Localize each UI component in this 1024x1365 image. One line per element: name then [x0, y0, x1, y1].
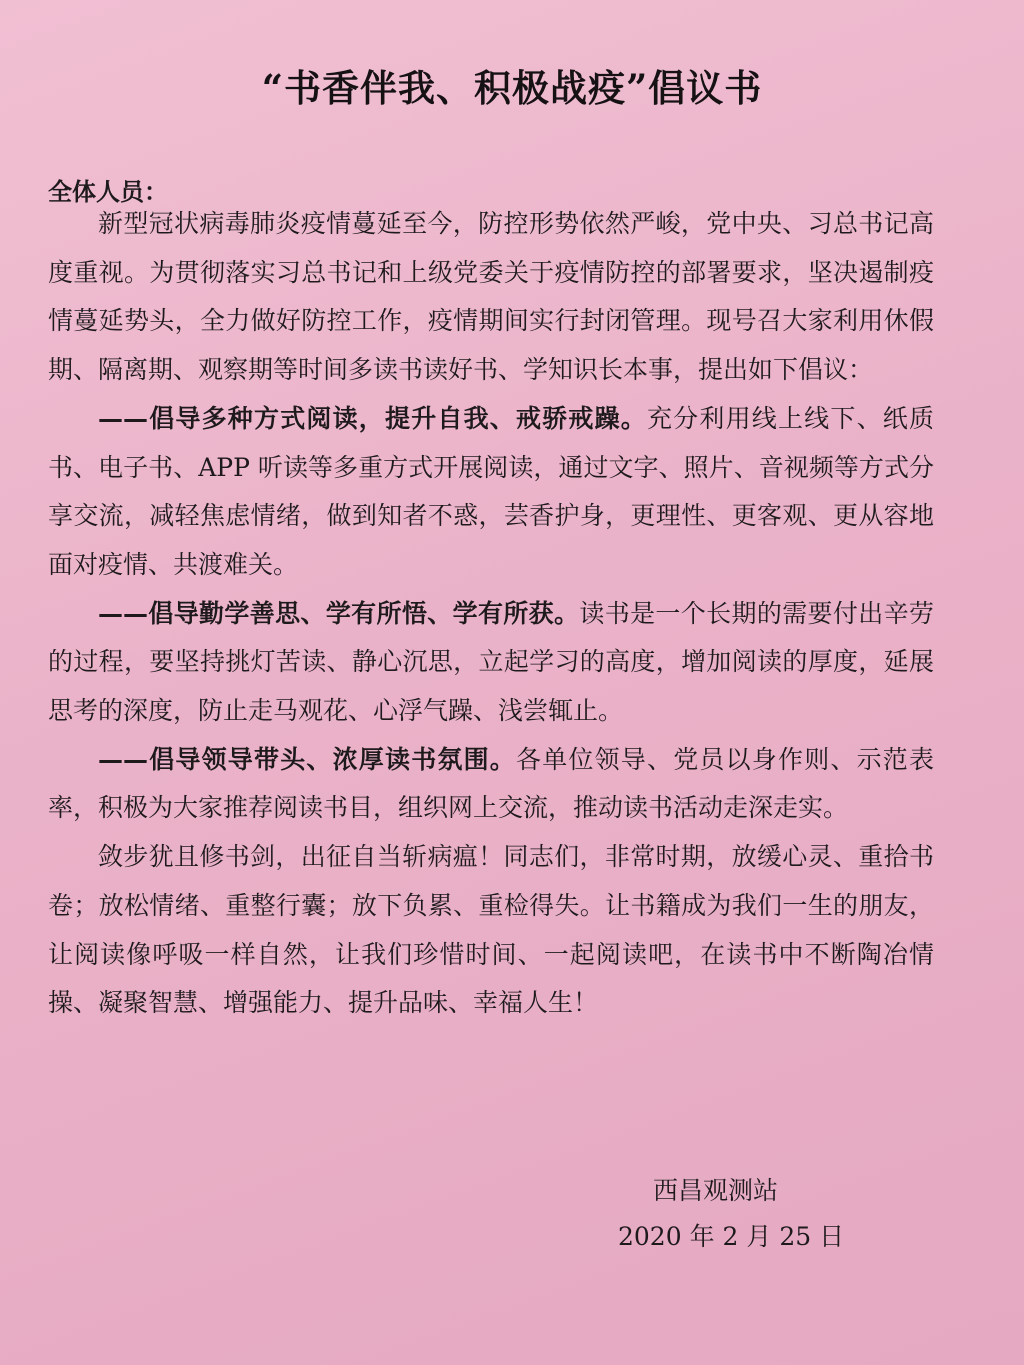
signature-organization: 西昌观测站 — [653, 1176, 779, 1205]
signature-block — [560, 1168, 890, 1260]
proposal-text-1: 充分利用线上线下、纸质书、电子书、APP 听读等多重方式开展阅读，通过文字、照片、音视频等方式分享交流，减轻焦虑情绪，做到知者不惑，芸香护身，更理性、更客观、更从容地面对疫情、共渡难关。 — [48, 403, 934, 579]
document-body — [48, 200, 934, 1028]
proposal-lead-3: ——倡导领导带头、浓厚读书氛围。 — [98, 744, 516, 774]
proposal-paragraph-3 — [48, 736, 934, 833]
proposal-lead-1: ——倡导多种方式阅读，提升自我、戒骄戒躁。 — [98, 403, 647, 433]
closing-paragraph: 敛步犹且修书剑，出征自当斩病瘟！同志们，非常时期，放缓心灵、重拾书卷；放松情绪、重整行囊；放下负累、重检得失。让书籍成为我们一生的朋友，让阅读像呼吸一样自然，让我们珍惜时间、一起阅读吧，在读书中不断陶冶情操、凝聚智慧、增强能力、提升品味、幸福人生！ — [48, 842, 934, 1018]
proposal-text-2: 读书是一个长期的需要付出辛劳的过程，要坚持挑灯苦读、静心沉思，立起学习的高度，增加阅读的厚度，延展思考的深度，防止走马观花、心浮气躁、浅尝辄止。 — [48, 598, 934, 726]
document-title: “书香伴我、积极战疫”倡议书 — [261, 66, 763, 110]
proposal-lead-2: ——倡导勤学善思、学有所悟、学有所获。 — [98, 598, 580, 628]
intro-paragraph: 新型冠状病毒肺炎疫情蔓延至今，防控形势依然严峻，党中央、习总书记高度重视。为贯彻落实习总书记和上级党委关于疫情防控的部署要求，坚决遏制疫情蔓延势头，全力做好防控工作，疫情期间实行封闭管理。现号召大家利用休假期、隔离期、观察期等时间多读书读好书、学知识长本事，提出如下倡议： — [48, 209, 934, 385]
proposal-text-3: 各单位领导、党员以身作则、示范表率，积极为大家推荐阅读书目，组织网上交流，推动读书活动走深走实。 — [48, 744, 934, 823]
salutation: 全体人员： — [48, 177, 168, 206]
proposal-paragraph-1 — [48, 395, 934, 590]
proposal-paragraph-2 — [48, 590, 934, 736]
signature-date: 2020 年 2 月 25 日 — [618, 1222, 845, 1251]
